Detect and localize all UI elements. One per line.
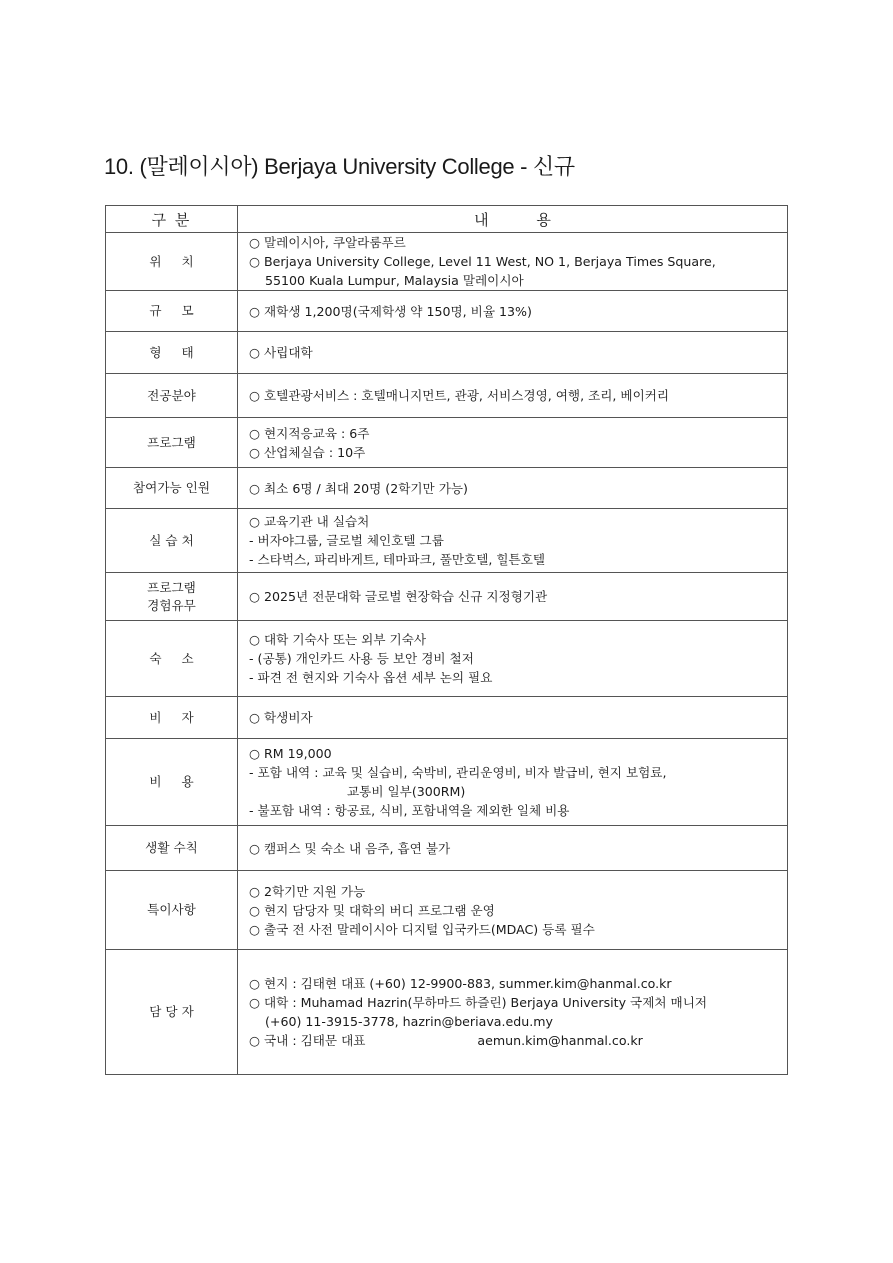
content-line: ○ 호텔관광서비스 : 호텔매니지먼트, 관광, 서비스경영, 여행, 조리, 베이커리 xyxy=(249,388,670,403)
row-content xyxy=(238,826,788,871)
content-line: ○ 최소 6명 / 최대 20명 (2학기만 가능) xyxy=(249,480,468,496)
content-line: ○ 2학기만 지원 가능 xyxy=(249,883,366,899)
table-header-row xyxy=(106,206,788,233)
row-program xyxy=(106,418,788,468)
row-content xyxy=(238,468,788,509)
row-label-line: 경험유무 xyxy=(147,597,196,613)
row-content xyxy=(238,332,788,374)
row-notes xyxy=(106,871,788,950)
row-content xyxy=(238,291,788,332)
content-line: 교통비 일부(300RM) xyxy=(347,784,466,799)
content-line: ○ 출국 전 사전 말레이시아 디지털 입국카드(MDAC) 등록 필수 xyxy=(249,921,595,937)
row-label-line: 프로그램 xyxy=(147,579,196,595)
content-line: ○ 교육기관 내 실습처 xyxy=(249,514,370,529)
row-contact xyxy=(106,950,788,1075)
content-line: ○ RM 19,000 xyxy=(249,746,332,761)
row-scale xyxy=(106,291,788,332)
content-line: ○ 대학 : Muhamad Hazrin(무하마드 하즐린) Berjaya University 국제처 매니저 xyxy=(249,995,708,1010)
row-major xyxy=(106,374,788,418)
row-type xyxy=(106,332,788,374)
content-line xyxy=(249,1031,777,1050)
content-line: ○ 현지 담당자 및 대학의 버디 프로그램 운영 xyxy=(249,902,495,918)
row-content xyxy=(238,871,788,950)
content-line: ○ 재학생 1,200명(국제학생 약 150명, 비율 13%) xyxy=(249,303,532,319)
content-line: ○ 캠퍼스 및 숙소 내 음주, 흡연 불가 xyxy=(249,840,451,856)
row-label: 숙 소 xyxy=(106,621,238,697)
content-line: - 버자야그룹, 글로벌 체인호텔 그룹 xyxy=(249,533,444,548)
content-line: - 포함 내역 : 교육 및 실습비, 숙박비, 관리운영비, 비자 발급비, 현지 보험료, xyxy=(249,765,667,780)
page-title: 10. (말레이시아) Berjaya University College - 신규 xyxy=(104,154,575,179)
domestic-contact: ○ 국내 : 김태문 대표 xyxy=(249,1033,366,1048)
row-location xyxy=(106,233,788,291)
row-label: 규 모 xyxy=(106,291,238,332)
content-line: ○ 대학 기숙사 또는 외부 기숙사 xyxy=(249,632,426,647)
row-label: 위 치 xyxy=(106,233,238,291)
row-content xyxy=(238,418,788,468)
content-line: ○ 현지 : 김태현 대표 (+60) 12-9900-883, summer.kim@hanmal.co.kr xyxy=(249,976,672,991)
row-content xyxy=(238,950,788,1075)
row-label: 비 자 xyxy=(106,697,238,739)
row-label: 실 습 처 xyxy=(106,509,238,573)
row-content xyxy=(238,233,788,291)
content-line: ○ 산업체실습 : 10주 xyxy=(249,444,366,460)
row-rules xyxy=(106,826,788,871)
row-content xyxy=(238,621,788,697)
row-training-site xyxy=(106,509,788,573)
content-line: ○ 학생비자 xyxy=(249,710,313,725)
row-content xyxy=(238,509,788,573)
row-capacity xyxy=(106,468,788,509)
content-line: ○ Berjaya University College, Level 11 West, NO 1, Berjaya Times Square, xyxy=(249,254,716,269)
content-line: - 파견 전 현지와 기숙사 옵션 세부 논의 필요 xyxy=(249,670,493,685)
row-label: 담 당 자 xyxy=(106,950,238,1075)
row-content xyxy=(238,697,788,739)
row-content xyxy=(238,739,788,826)
content-line: (+60) 11-3915-3778, hazrin@beriava.edu.my xyxy=(265,1014,553,1029)
row-label: 전공분야 xyxy=(106,374,238,418)
row-accommodation xyxy=(106,621,788,697)
content-line: ○ 말레이시아, 쿠알라룸푸르 xyxy=(249,235,406,250)
content-line: - (공통) 개인카드 사용 등 보안 경비 철저 xyxy=(249,651,474,666)
row-content xyxy=(238,374,788,418)
content-line: 55100 Kuala Lumpur, Malaysia 말레이시아 xyxy=(265,273,524,288)
row-experience xyxy=(106,573,788,621)
content-line: ○ 사립대학 xyxy=(249,345,313,360)
row-cost xyxy=(106,739,788,826)
row-visa xyxy=(106,697,788,739)
header-content: 내 용 xyxy=(238,206,788,233)
row-label: 참여가능 인원 xyxy=(106,468,238,509)
content-line: ○ 2025년 전문대학 글로벌 현장학습 신규 지정형기관 xyxy=(249,589,548,604)
domestic-email: aemun.kim@hanmal.co.kr xyxy=(477,1033,643,1048)
header-category: 구 분 xyxy=(106,206,238,233)
row-label: 비 용 xyxy=(106,739,238,826)
info-table xyxy=(105,205,788,1075)
row-label xyxy=(106,573,238,621)
row-label: 프로그램 xyxy=(106,418,238,468)
row-label: 형 태 xyxy=(106,332,238,374)
row-content xyxy=(238,573,788,621)
content-line: - 불포함 내역 : 항공료, 식비, 포함내역을 제외한 일체 비용 xyxy=(249,803,570,818)
content-line: ○ 현지적응교육 : 6주 xyxy=(249,425,370,441)
row-label: 특이사항 xyxy=(106,871,238,950)
row-label: 생활 수칙 xyxy=(106,826,238,871)
content-line: - 스타벅스, 파리바게트, 테마파크, 풀만호텔, 힐튼호텔 xyxy=(249,552,546,567)
